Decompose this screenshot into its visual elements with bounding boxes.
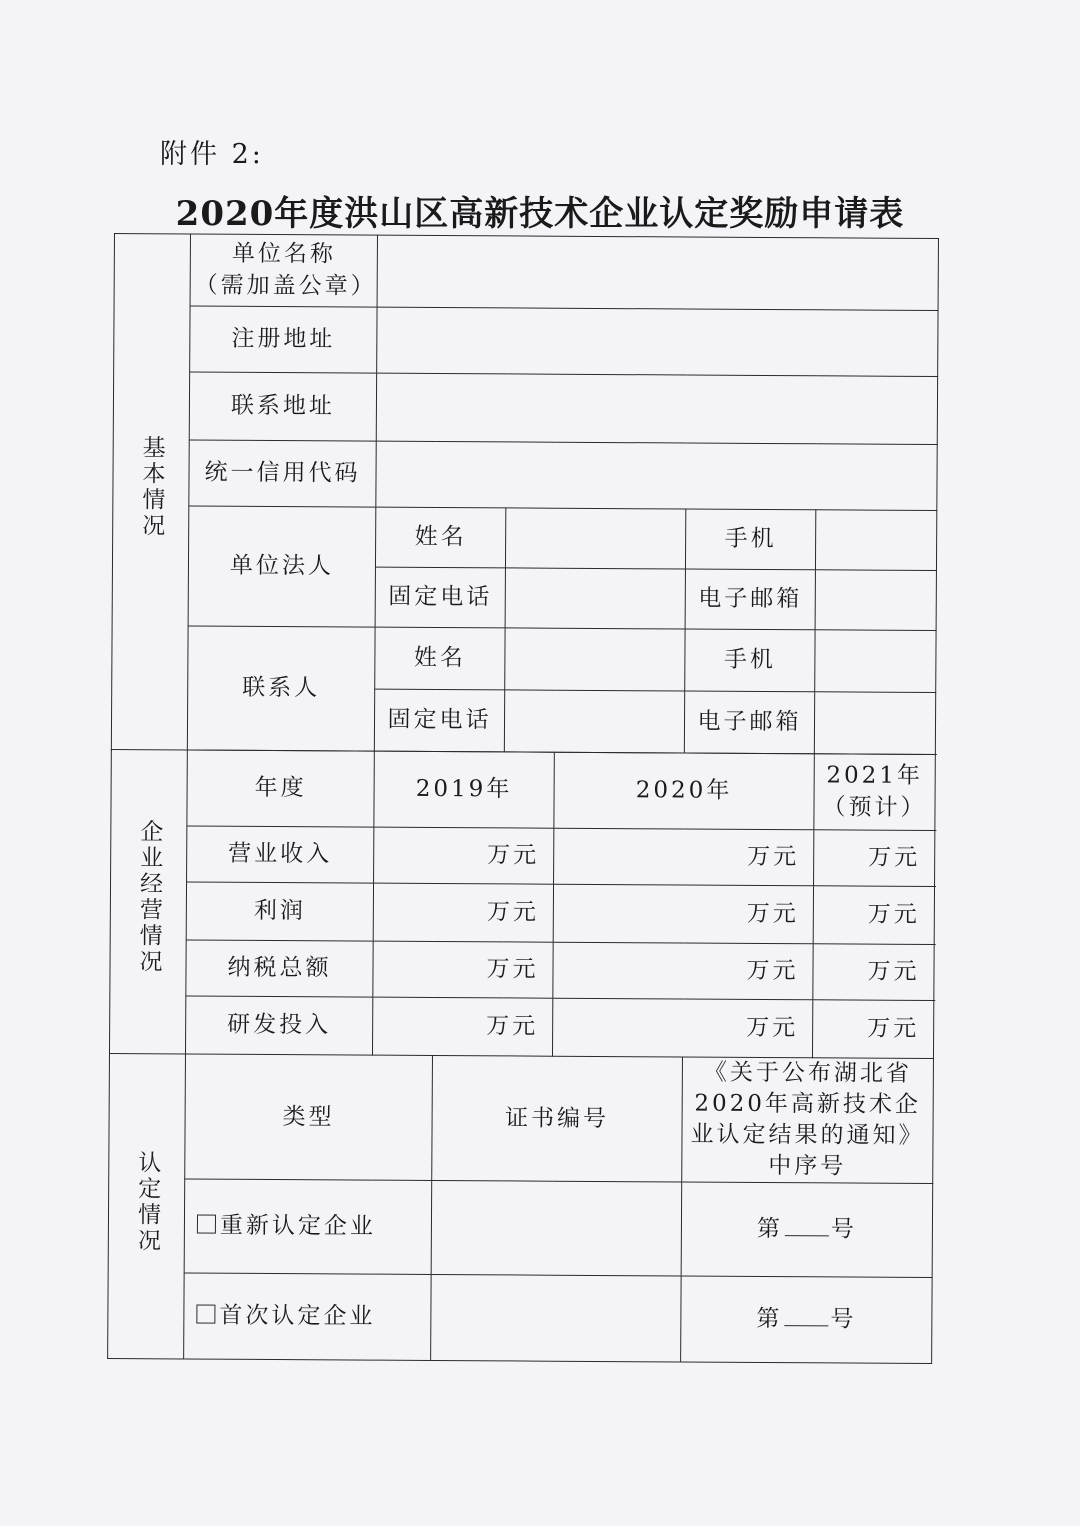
field-rd-2021[interactable]: 万元 (812, 1000, 933, 1059)
label-contact-person: 联系人 (187, 626, 375, 751)
section-business-info: 企业经营情况 (109, 749, 187, 1053)
field-contact-mobile[interactable] (815, 630, 936, 693)
label-credit-code: 统一信用代码 (189, 440, 376, 507)
field-profit-2019[interactable]: 万元 (373, 883, 553, 942)
field-legal-mobile[interactable] (815, 510, 936, 571)
field-profit-2020[interactable]: 万元 (553, 884, 813, 944)
field-revenue-2020[interactable]: 万元 (554, 828, 814, 886)
label-contact-address: 联系地址 (189, 372, 376, 441)
option-re-certified[interactable]: 重新认定企业 (184, 1179, 432, 1275)
label-contact-name: 姓名 (375, 627, 505, 690)
row-year-header (111, 749, 935, 830)
field-tax-2020[interactable]: 万元 (553, 942, 813, 1000)
year-2021: 2021年 （预计） (814, 754, 935, 831)
row-re-certified (108, 1179, 933, 1278)
year-2020: 2020年 (554, 752, 814, 830)
label-legal-person: 单位法人 (188, 506, 376, 627)
form-title: 2020年度洪山区高新技术企业认定奖励申请表 (175, 194, 905, 234)
row-revenue (111, 825, 935, 886)
checkbox-first-certified[interactable] (196, 1305, 215, 1324)
option-first-certified[interactable]: 首次认定企业 (184, 1273, 432, 1361)
label-contact-mobile: 手机 (685, 629, 815, 692)
application-form (107, 233, 938, 1338)
field-revenue-2021[interactable]: 万元 (814, 830, 935, 887)
label-profit: 利润 (186, 882, 373, 941)
label-legal-email: 电子邮箱 (685, 569, 815, 630)
field-registered-address[interactable] (377, 307, 938, 376)
field-rd-2020[interactable]: 万元 (552, 998, 812, 1058)
field-contact-landline[interactable] (504, 690, 684, 753)
field-legal-email[interactable] (815, 570, 936, 631)
field-first-serial[interactable]: 第 号 (681, 1276, 933, 1364)
row-cert-header (109, 1053, 934, 1183)
field-rd-2019[interactable]: 万元 (372, 997, 552, 1056)
field-profit-2021[interactable]: 万元 (813, 886, 934, 945)
field-legal-landline[interactable] (505, 568, 685, 629)
field-tax-2019[interactable]: 万元 (373, 941, 553, 998)
section-certification: 认定情况 (108, 1053, 186, 1359)
form-table (107, 233, 939, 1364)
field-revenue-2019[interactable]: 万元 (374, 827, 554, 884)
label-contact-landline: 固定电话 (374, 689, 504, 752)
label-legal-landline: 固定电话 (375, 567, 505, 628)
field-legal-name[interactable] (505, 508, 685, 569)
field-contact-name[interactable] (505, 628, 685, 691)
field-contact-email[interactable] (814, 692, 935, 755)
row-tax (110, 939, 934, 1000)
label-legal-name: 姓名 (375, 507, 505, 568)
row-credit-code (113, 439, 937, 510)
label-unit-name: 单位名称 （需加盖公章） (190, 234, 377, 307)
row-legal-person-1 (112, 505, 936, 570)
row-unit-name (114, 234, 938, 311)
label-legal-mobile: 手机 (685, 509, 815, 570)
field-unit-name[interactable] (377, 235, 938, 310)
label-tax: 纳税总额 (186, 940, 373, 997)
label-notice-serial: 《关于公布湖北省2020年高新技术企业认定结果的通知》中序号 (682, 1057, 934, 1184)
row-profit (110, 881, 934, 944)
row-contact-person-1 (112, 625, 936, 692)
field-first-cert-number[interactable] (431, 1275, 682, 1363)
row-contact-address (113, 372, 937, 445)
label-rd: 研发投入 (185, 996, 372, 1055)
field-contact-address[interactable] (376, 373, 937, 444)
label-registered-address: 注册地址 (190, 306, 377, 373)
field-re-cert-number[interactable] (431, 1181, 682, 1277)
row-rd (109, 995, 933, 1058)
attachment-label: 附件 2: (160, 139, 264, 170)
row-first-certified (108, 1273, 933, 1364)
year-2019: 2019年 (374, 751, 554, 828)
label-revenue: 营业收入 (187, 826, 374, 883)
label-type: 类型 (185, 1054, 433, 1181)
section-basic-info: 基本情况 (111, 234, 190, 750)
label-cert-number: 证书编号 (432, 1055, 683, 1182)
row-registered-address (114, 306, 938, 377)
field-credit-code[interactable] (376, 441, 937, 510)
label-contact-email: 电子邮箱 (684, 691, 814, 754)
checkbox-re-certified[interactable] (197, 1215, 216, 1234)
field-re-serial[interactable]: 第 号 (681, 1182, 933, 1278)
field-tax-2021[interactable]: 万元 (813, 944, 934, 1001)
label-year: 年度 (187, 750, 374, 827)
